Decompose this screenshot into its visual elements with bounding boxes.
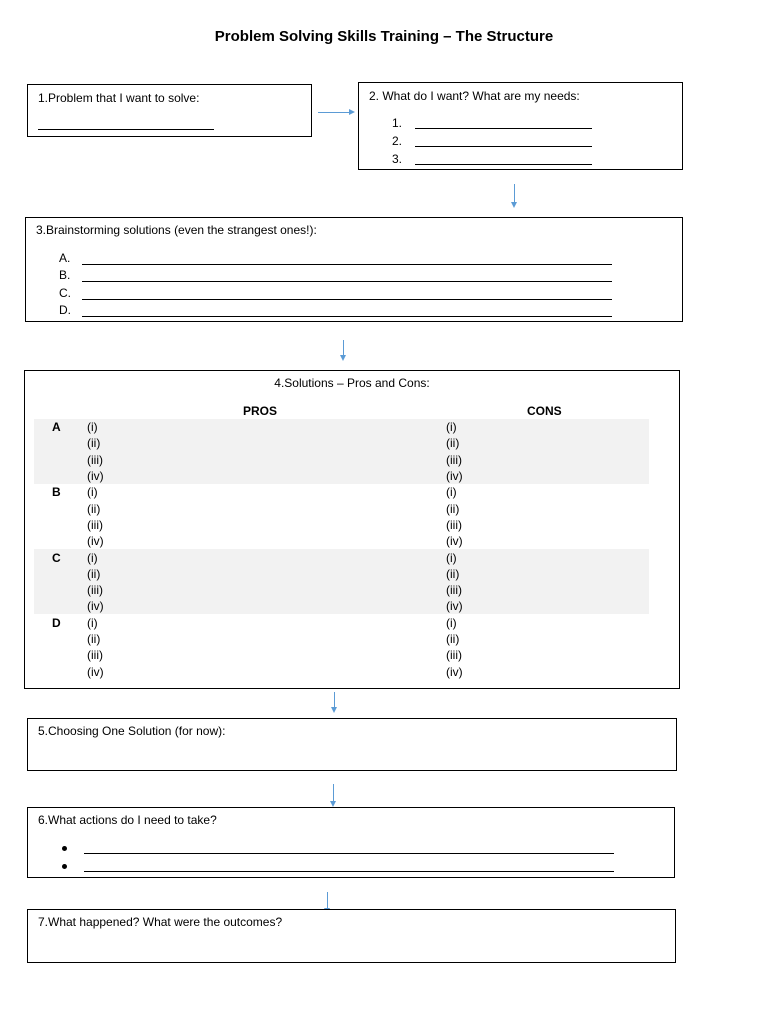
step3-item-c-marker: C.: [59, 286, 71, 300]
arrow-4-to-5: [334, 692, 335, 707]
row-letter-c: C: [52, 550, 61, 565]
step7-heading: 7.What happened? What were the outcomes?: [38, 915, 283, 929]
step3-item-b-marker: B.: [59, 268, 71, 282]
pros-item-a-1[interactable]: (i): [87, 420, 98, 434]
step2-heading: 2. What do I want? What are my needs:: [369, 89, 580, 103]
cons-item-a-4[interactable]: (iv): [446, 468, 463, 483]
pros-item-b-1[interactable]: (i): [87, 485, 98, 500]
pros-item-c-2[interactable]: (ii): [87, 566, 101, 581]
step6-bullet-2: [62, 864, 67, 869]
step2-box: [358, 82, 683, 170]
row-letter-a: A: [52, 420, 61, 434]
step1-answer-line[interactable]: [38, 129, 214, 130]
pros-item-d-4[interactable]: (iv): [87, 664, 104, 679]
row-letter-d: D: [52, 615, 61, 630]
step2-item-3-marker: 3.: [392, 152, 403, 166]
cons-item-b-4[interactable]: (iv): [446, 534, 463, 549]
pros-item-b-2[interactable]: (ii): [87, 501, 101, 516]
step3-item-c-line[interactable]: [82, 299, 612, 300]
cons-item-d-2[interactable]: (ii): [446, 632, 460, 647]
step4-box: [24, 370, 680, 689]
step4-heading: 4.Solutions – Pros and Cons:: [274, 376, 430, 390]
cons-item-b-2[interactable]: (ii): [446, 501, 460, 516]
pros-item-a-3[interactable]: (iii): [87, 452, 103, 467]
cons-item-a-2[interactable]: (ii): [446, 436, 460, 451]
cons-item-c-3[interactable]: (iii): [446, 583, 462, 598]
pros-item-c-4[interactable]: (iv): [87, 599, 104, 614]
step3-item-a-line[interactable]: [82, 264, 612, 265]
step5-heading: 5.Choosing One Solution (for now):: [38, 724, 226, 738]
row-letter-b: B: [52, 485, 61, 500]
pros-column-header: PROS: [243, 404, 278, 418]
step6-box: [27, 807, 675, 878]
cons-item-b-3[interactable]: (iii): [446, 517, 462, 532]
arrow-3-to-4: [343, 340, 344, 355]
step3-item-d-marker: D.: [59, 303, 71, 317]
row-a-shading: [34, 419, 649, 484]
pros-item-b-3[interactable]: (iii): [87, 517, 103, 532]
cons-item-c-4[interactable]: (iv): [446, 599, 463, 614]
step3-heading: 3.Brainstorming solutions (even the strangest ones!):: [36, 223, 317, 237]
cons-item-d-4[interactable]: (iv): [446, 664, 463, 679]
step3-item-b-line[interactable]: [82, 281, 612, 282]
step7-box: [27, 909, 676, 963]
arrow-5-to-6: [333, 784, 334, 801]
row-c-shading: [34, 549, 649, 614]
pros-item-d-2[interactable]: (ii): [87, 632, 101, 647]
pros-item-d-3[interactable]: (iii): [87, 648, 103, 663]
step6-action-line-2[interactable]: [84, 871, 614, 872]
cons-item-c-1[interactable]: (i): [446, 550, 457, 565]
cons-item-b-1[interactable]: (i): [446, 485, 457, 500]
step2-item-1-marker: 1.: [392, 116, 403, 130]
step2-item-2-line[interactable]: [415, 146, 592, 147]
arrow-1-to-2: [318, 112, 349, 113]
step6-action-line-1[interactable]: [84, 853, 614, 854]
pros-item-b-4[interactable]: (iv): [87, 534, 104, 549]
cons-item-a-1[interactable]: (i): [446, 420, 457, 434]
arrow-2-to-3: [514, 184, 515, 202]
cons-column-header: CONS: [527, 404, 562, 418]
step6-bullet-1: [62, 846, 67, 851]
step6-heading: 6.What actions do I need to take?: [38, 813, 217, 827]
cons-item-c-2[interactable]: (ii): [446, 566, 460, 581]
step2-item-1-line[interactable]: [415, 128, 592, 129]
cons-item-d-3[interactable]: (iii): [446, 648, 462, 663]
pros-item-d-1[interactable]: (i): [87, 615, 98, 630]
cons-item-a-3[interactable]: (iii): [446, 452, 462, 467]
step3-item-a-marker: A.: [59, 251, 71, 265]
arrow-6-to-7: [327, 892, 328, 908]
step5-box: [27, 718, 677, 771]
step1-box: [27, 84, 312, 137]
pros-item-a-4[interactable]: (iv): [87, 468, 104, 483]
step1-heading: 1.Problem that I want to solve:: [38, 91, 200, 105]
pros-item-c-1[interactable]: (i): [87, 550, 98, 565]
cons-item-d-1[interactable]: (i): [446, 615, 457, 630]
pros-item-a-2[interactable]: (ii): [87, 436, 101, 451]
step3-box: [25, 217, 683, 322]
step3-item-d-line[interactable]: [82, 316, 612, 317]
step2-item-3-line[interactable]: [415, 164, 592, 165]
step2-item-2-marker: 2.: [392, 134, 403, 148]
page-title: Problem Solving Skills Training – The Structure: [214, 28, 554, 45]
pros-item-c-3[interactable]: (iii): [87, 583, 103, 598]
